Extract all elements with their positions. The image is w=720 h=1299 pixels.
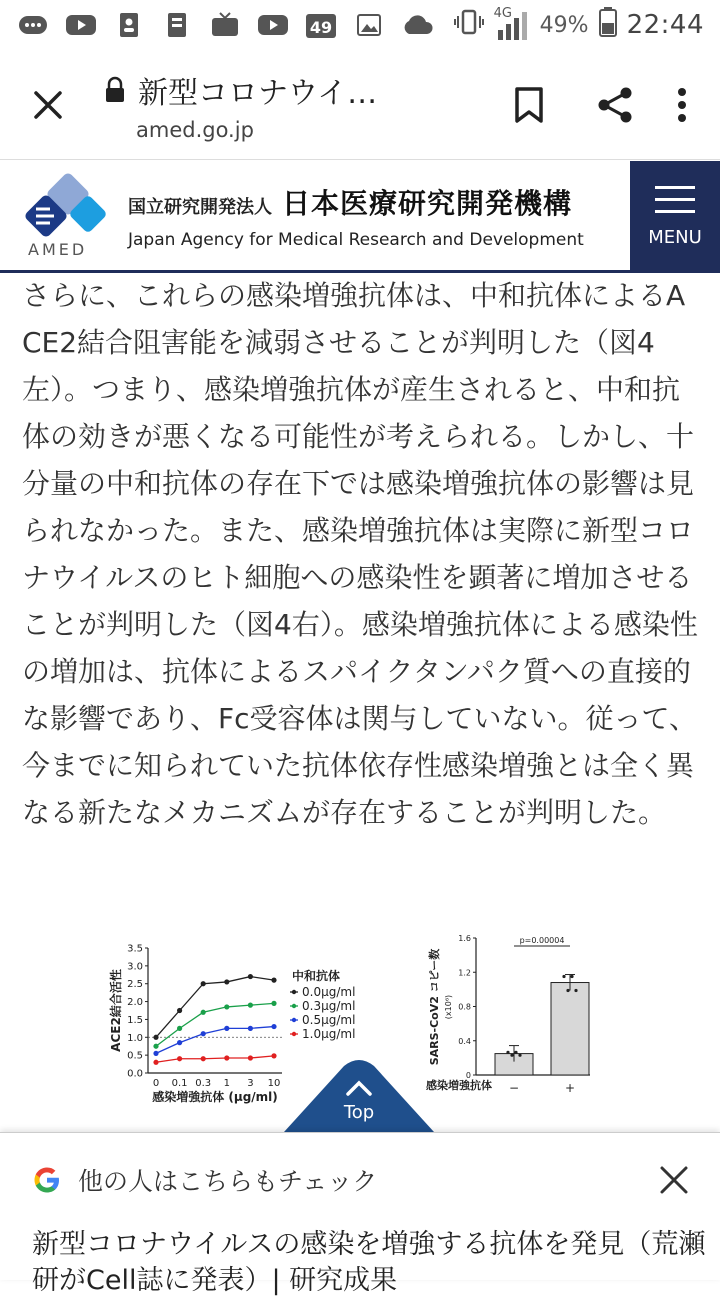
bar-y-tick-label: 0.4 bbox=[458, 1036, 471, 1046]
site-header bbox=[0, 161, 720, 273]
data-point bbox=[224, 1004, 229, 1009]
bookmark-button[interactable] bbox=[500, 76, 558, 134]
legend-label: 0.3μg/ml bbox=[302, 999, 356, 1013]
bookmark-icon bbox=[514, 87, 544, 123]
cloud-icon bbox=[400, 12, 434, 38]
org-type: 国立研究開発法人 bbox=[128, 196, 272, 218]
legend-marker bbox=[292, 990, 296, 994]
battery-percent: 49% bbox=[539, 12, 589, 38]
lock-icon bbox=[104, 77, 126, 103]
gallery-icon bbox=[352, 12, 386, 38]
y-tick-label: 2.0 bbox=[127, 997, 143, 1009]
x-tick-label: 1 bbox=[223, 1078, 230, 1089]
series-line bbox=[156, 1027, 274, 1054]
series-line bbox=[156, 1056, 274, 1062]
calendar-day: 49 bbox=[309, 18, 333, 37]
legend-marker bbox=[292, 1004, 296, 1008]
logo-text: AMED bbox=[28, 239, 88, 259]
close-icon bbox=[659, 1165, 689, 1195]
network-type: 4G bbox=[493, 6, 513, 21]
amed-logo bbox=[18, 170, 110, 262]
data-point bbox=[248, 1055, 253, 1060]
data-point bbox=[248, 1003, 253, 1008]
battery-icon bbox=[599, 7, 617, 43]
calendar-icon bbox=[304, 12, 338, 38]
p-value-annotation: p=0.00004 bbox=[519, 936, 565, 945]
data-point bbox=[177, 1026, 182, 1031]
menu-button[interactable] bbox=[630, 161, 720, 273]
tv-icon bbox=[208, 12, 242, 38]
data-point bbox=[201, 1031, 206, 1036]
bar bbox=[551, 983, 589, 1075]
hamburger-icon bbox=[655, 186, 695, 213]
article-paragraph: さらに、これらの感染増強抗体は、中和抗体によるACE2結合阻害能を減弱させることが判明した（図4左）。つまり、感染増強抗体が産生されると、中和抗体の効きが悪くなる可能性が考えられる。しかし、十分量の中和抗体の存在下では感染増強抗体の影響は見られなかった。また、感染増強抗体は実際に新型コロナウイルスのヒト細胞への感染性を顕著に増加させることが判明した（図4右）。感染増強抗体による感染性の増加は、抗体によるスパイクタンパク質への直接的な影響であり、Fc受容体は関与していない。従って、今までに知られていた抗体依存性感染増強とは全く異なる新たなメカニズムが存在することが判明した。 bbox=[22, 279, 698, 829]
share-button[interactable] bbox=[586, 76, 644, 134]
data-point bbox=[153, 1051, 158, 1056]
sheet-close-button[interactable] bbox=[644, 1150, 704, 1210]
menu-label: MENU bbox=[648, 227, 702, 248]
x-tick-label: 3 bbox=[247, 1078, 254, 1089]
org-name-en: Japan Agency for Medical Research and Development bbox=[128, 229, 584, 250]
related-bottom-sheet bbox=[0, 1132, 720, 1296]
series-line bbox=[156, 1003, 274, 1046]
data-point bbox=[177, 1040, 182, 1045]
signal-icon bbox=[493, 6, 530, 40]
y-axis-label: ACE2結合活性 bbox=[109, 969, 123, 1052]
data-point bbox=[177, 1008, 182, 1013]
contacts-icon bbox=[112, 12, 146, 38]
data-point bbox=[271, 1001, 276, 1006]
legend-title: 中和抗体 bbox=[292, 969, 341, 983]
replicate-point bbox=[514, 1051, 517, 1054]
data-point bbox=[224, 1055, 229, 1060]
data-point bbox=[271, 978, 276, 983]
more-vert-icon bbox=[677, 87, 687, 123]
bar-category-label: − bbox=[508, 1081, 520, 1095]
data-point bbox=[153, 1044, 158, 1049]
y-tick-label: 1.0 bbox=[127, 1032, 143, 1044]
data-point bbox=[153, 1060, 158, 1065]
page-title: 新型コロナウイ… bbox=[138, 75, 378, 111]
data-point bbox=[177, 1056, 182, 1061]
bar-y-tick-label: 0.8 bbox=[458, 1002, 471, 1012]
org-name-ja: 日本医療研究開発機構 bbox=[282, 186, 573, 220]
data-point bbox=[153, 1035, 158, 1040]
scroll-top-button[interactable] bbox=[284, 1060, 434, 1132]
status-bar bbox=[0, 0, 720, 50]
legend-label: 0.0μg/ml bbox=[302, 985, 356, 999]
replicate-point bbox=[574, 989, 577, 992]
data-point bbox=[224, 1026, 229, 1031]
data-point bbox=[271, 1024, 276, 1029]
youtube-icon bbox=[64, 12, 98, 38]
close-tab-button[interactable] bbox=[0, 50, 96, 160]
browser-toolbar bbox=[0, 50, 720, 160]
site-logo-link[interactable] bbox=[0, 161, 630, 270]
vibrate-icon bbox=[454, 8, 484, 42]
legend-marker bbox=[292, 1032, 296, 1036]
legend-label: 0.5μg/ml bbox=[302, 1013, 356, 1027]
dictionary-icon bbox=[160, 12, 194, 38]
legend-label: 1.0μg/ml bbox=[302, 1027, 356, 1041]
bar-category-label: + bbox=[564, 1081, 576, 1095]
messages-icon bbox=[16, 12, 50, 38]
data-point bbox=[201, 1056, 206, 1061]
x-tick-label: 0.3 bbox=[195, 1078, 212, 1089]
x-tick-label: 10 bbox=[267, 1078, 281, 1089]
more-menu-button[interactable] bbox=[672, 76, 692, 134]
y-tick-label: 3.0 bbox=[127, 961, 143, 973]
bar-y-tick-label: 1.2 bbox=[458, 968, 471, 978]
y-tick-label: 1.5 bbox=[127, 1014, 143, 1026]
bar-y-tick-label: 0 bbox=[465, 1071, 471, 1080]
replicate-point bbox=[506, 1051, 509, 1054]
replicate-point bbox=[570, 975, 573, 978]
related-article-link[interactable]: 新型コロナウイルスの感染を増強する抗体を発見（荒瀬研がCell誌に発表）| 研究成果 bbox=[32, 1229, 706, 1296]
legend-marker bbox=[292, 1018, 296, 1022]
bar-y-axis-unit: (x10⁶) bbox=[444, 994, 453, 1020]
x-tick-label: 0 bbox=[152, 1078, 160, 1089]
bar-x-axis-label: 感染増強抗体 bbox=[426, 1079, 492, 1092]
data-point bbox=[224, 979, 229, 984]
share-icon bbox=[595, 85, 635, 125]
y-tick-label: 0.5 bbox=[127, 1050, 143, 1062]
x-tick-label: 0.1 bbox=[171, 1078, 188, 1089]
google-g-icon bbox=[32, 1165, 62, 1195]
y-tick-label: 3.5 bbox=[127, 943, 143, 955]
data-point bbox=[248, 1026, 253, 1031]
y-tick-label: 2.5 bbox=[127, 979, 143, 991]
bar-y-tick-label: 1.6 bbox=[458, 934, 471, 943]
sheet-title: 他の人はこちらもチェック bbox=[78, 1167, 378, 1196]
clock: 22:44 bbox=[626, 10, 704, 40]
bar-y-axis-label: SARS-CoV2 コピー数 bbox=[428, 948, 441, 1066]
youtube-icon bbox=[256, 12, 290, 38]
replicate-point bbox=[510, 1054, 513, 1057]
data-point bbox=[201, 981, 206, 986]
y-tick-label: 0.0 bbox=[127, 1068, 143, 1080]
data-point bbox=[201, 1010, 206, 1015]
x-axis-label: 感染増強抗体 (μg/ml) bbox=[152, 1090, 278, 1104]
top-label: Top bbox=[343, 1102, 375, 1123]
replicate-point bbox=[518, 1054, 521, 1057]
notification-icons bbox=[16, 12, 454, 38]
replicate-point bbox=[566, 989, 569, 992]
page-info[interactable] bbox=[96, 68, 500, 142]
data-point bbox=[248, 974, 253, 979]
system-status bbox=[454, 7, 704, 43]
replicate-point bbox=[562, 975, 565, 978]
close-icon bbox=[32, 89, 64, 121]
page-url: amed.go.jp bbox=[136, 117, 254, 142]
data-point bbox=[271, 1053, 276, 1058]
